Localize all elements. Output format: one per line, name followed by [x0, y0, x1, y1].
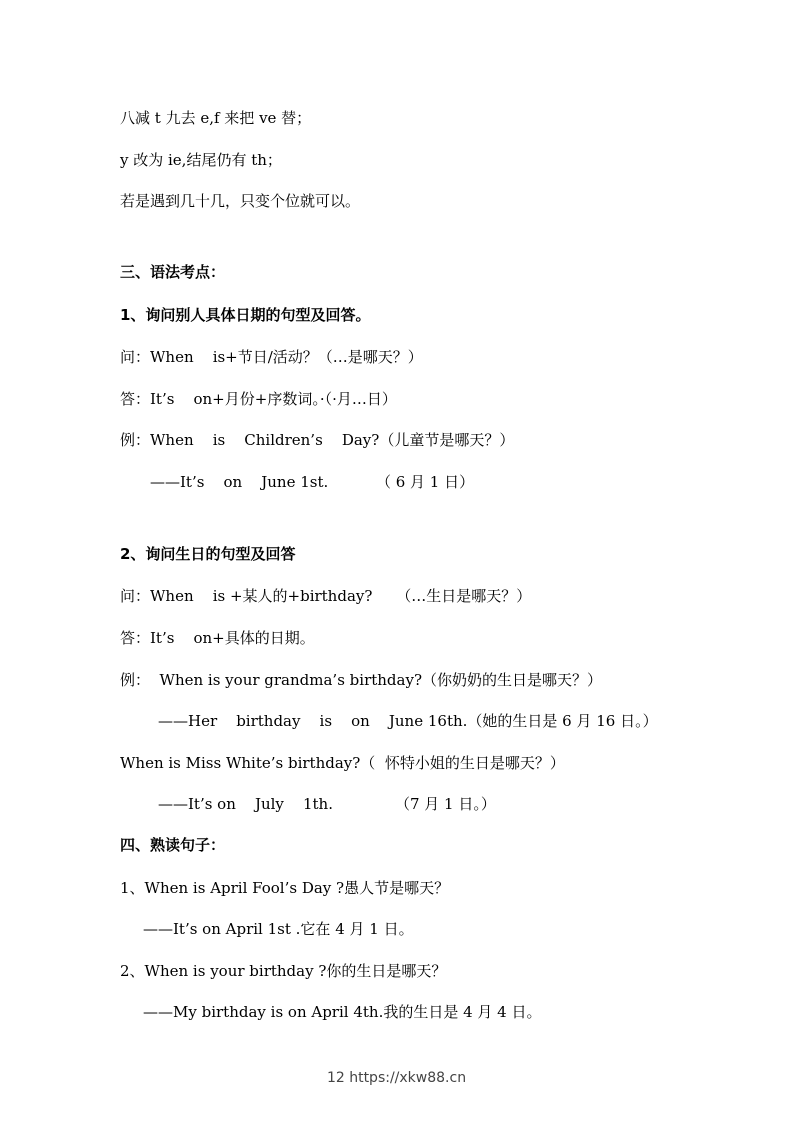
rule-line-3: 若是遇到几十几，只变个位就可以。	[120, 192, 361, 210]
sentence-2-answer: ——My birthday is on April 4th.我的生日是 4 月 4 日。	[143, 1003, 542, 1021]
question-pattern-1: 问：When is+节日/活动？（…是哪天？）	[120, 348, 423, 366]
example-question-1: 例：When is Children’s Day?（儿童节是哪天？）	[120, 431, 515, 449]
sentence-1-question: 1、When is April Fool’s Day ?愚人节是哪天？	[120, 879, 450, 897]
sentence-2-question: 2、When is your birthday ?你的生日是哪天？	[120, 962, 447, 980]
sentence-1-answer: ——It’s on April 1st .它在 4 月 1 日。	[143, 920, 414, 938]
answer-pattern-1: 答：It’s on+月份+序数词。·（·月…日）	[120, 390, 397, 408]
subheading-date-question: 1、询问别人具体日期的句型及回答。	[120, 306, 371, 324]
rule-line-2: y 改为 ie,结尾仍有 th；	[120, 151, 282, 169]
example-answer-2: ——Her birthday is on June 16th.（她的生日是 6 月 16 日。）	[158, 712, 658, 730]
example-answer-1: ——It’s on June 1st. （ 6 月 1 日）	[150, 473, 475, 491]
example-question-2: 例： When is your grandma’s birthday?（你奶奶的生日是哪天？）	[120, 671, 602, 689]
example-answer-3: ——It’s on July 1th. （7 月 1 日。）	[158, 795, 496, 813]
question-pattern-2: 问：When is +某人的+birthday? （…生日是哪天？）	[120, 587, 532, 605]
rule-line-1: 八减 t 九去 e,f 来把 ve 替；	[120, 109, 312, 127]
section-heading-grammar: 三、语法考点：	[120, 263, 226, 281]
subheading-birthday-question: 2、询问生日的句型及回答	[120, 545, 296, 563]
section-heading-read-sentences: 四、熟读句子：	[120, 836, 226, 854]
page-footer: 12 https://xkw88.cn	[326, 1070, 467, 1086]
answer-pattern-2: 答：It’s on+具体的日期。	[120, 629, 315, 647]
example-question-3: When is Miss White’s birthday?（ 怀特小姐的生日是哪天？）	[120, 754, 565, 772]
